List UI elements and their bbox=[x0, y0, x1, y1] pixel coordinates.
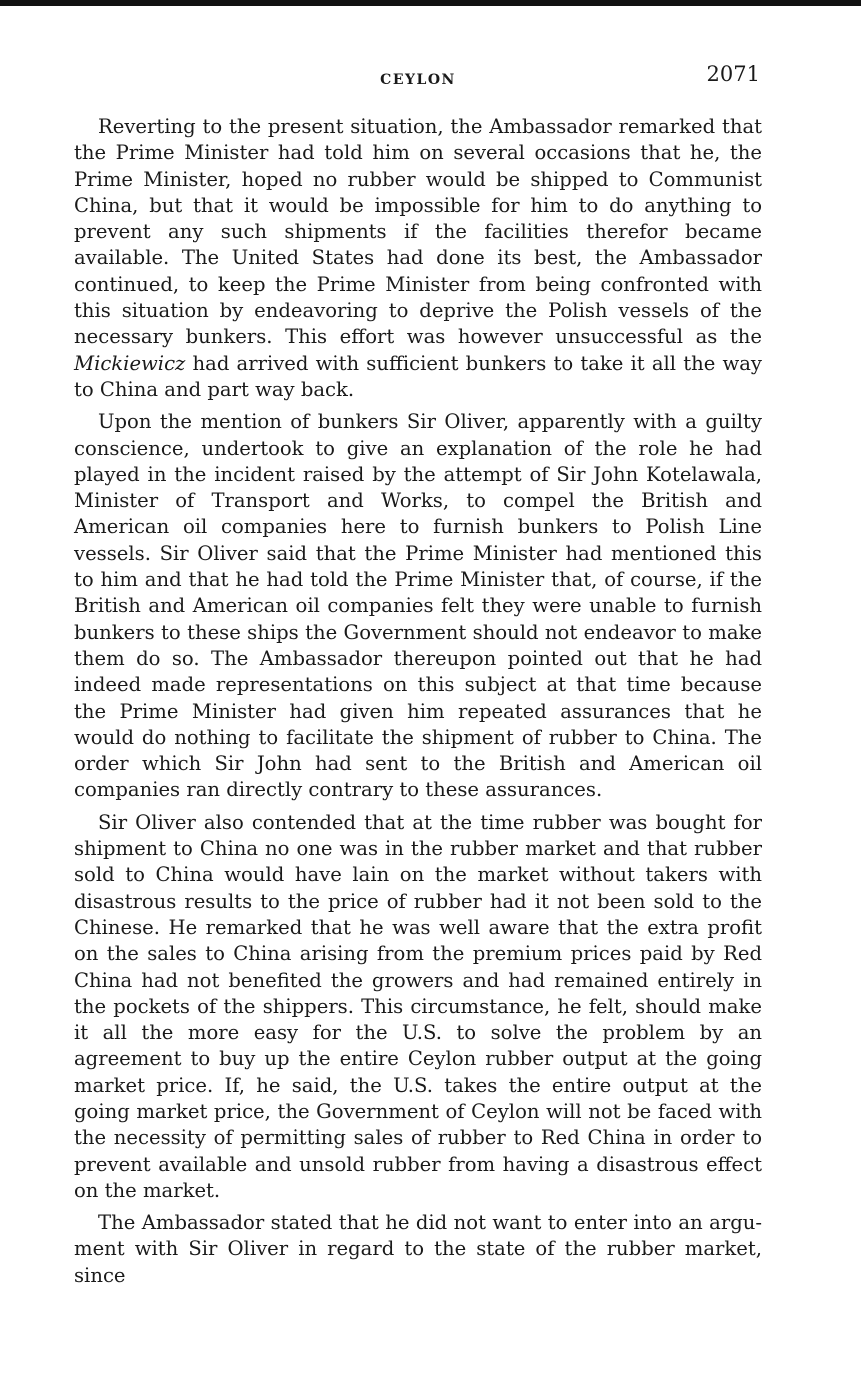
running-head: CEYLON bbox=[380, 72, 456, 88]
paragraph bbox=[74, 114, 762, 403]
paragraph: Upon the mention of bunkers Sir Oliver, apparently with a guilty conscience, undertook to give an explanation of the role he had played in the incident raised by the attempt of Sir John Kotelawala, Minister of Transport and Works, to compel the British and American oil companies here to furnish bunkers to Polish Line vessels. Sir Oliver said that the Prime Minister had mentioned this to him and that he had told the Prime Minister that, of course, if the British and American oil companies felt they were unable to furnish bunkers to these ships the Government should not endeavor to make them do so. The Ambassador thereupon pointed out that he had indeed made representations on this subject at that time because the Prime Minister had given him repeated assurances that he would do nothing to facilitate the shipment of rubber to China. The order which Sir John had sent to the British and American oil companies ran directly contrary to these assurances. bbox=[74, 410, 762, 802]
body-text bbox=[74, 114, 762, 1289]
page-number: 2071 bbox=[706, 62, 760, 86]
paragraph-text: had arrived with sufficient bunkers to take it all the way to China and part way back. bbox=[74, 351, 762, 401]
top-border-rule bbox=[0, 0, 861, 6]
paragraph: The Ambassador stated that he did not want to enter into an argument with Sir Oliver in regard to the state of the rubber market, since bbox=[74, 1211, 762, 1287]
ship-name-italic: Mickiewicz bbox=[74, 351, 186, 375]
paragraph-text: Reverting to the present situation, the Ambassador remarked that the Prime Minister had told him on several occasions that he, the Prime Minister, hoped no rubber would be shipped to Communist China, but that it would be impossible for him to do anything to prevent any such shipments if the facilities therefor became available. The United States had done its best, the Ambassador continued, to keep the Prime Minister from being confronted with this situation by endeavoring to deprive the Polish vessels of the necessary bunkers. This effort was however unsuccessful as the bbox=[74, 115, 762, 349]
page-header bbox=[74, 62, 762, 92]
paragraph: Sir Oliver also contended that at the time rubber was bought for shipment to China no one was in the rubber market and that rubber sold to China would have lain on the market without takers with disastrous results to the price of rubber had it not been sold to the Chinese. He remarked that he was well aware that the extra profit on the sales to China arising from the premium prices paid by Red China had not benefited the growers and had remained entirely in the pockets of the shippers. This circumstance, he felt, should make it all the more easy for the U.S. to solve the problem by an agreement to buy up the entire Ceylon rubber output at the going market price. If, he said, the U.S. takes the entire output at the going market price, the Government of Ceylon will not be faced with the necessity of permitting sales of rubber to Red China in order to prevent available and unsold rubber from having a disastrous effect on the market. bbox=[74, 810, 762, 1202]
